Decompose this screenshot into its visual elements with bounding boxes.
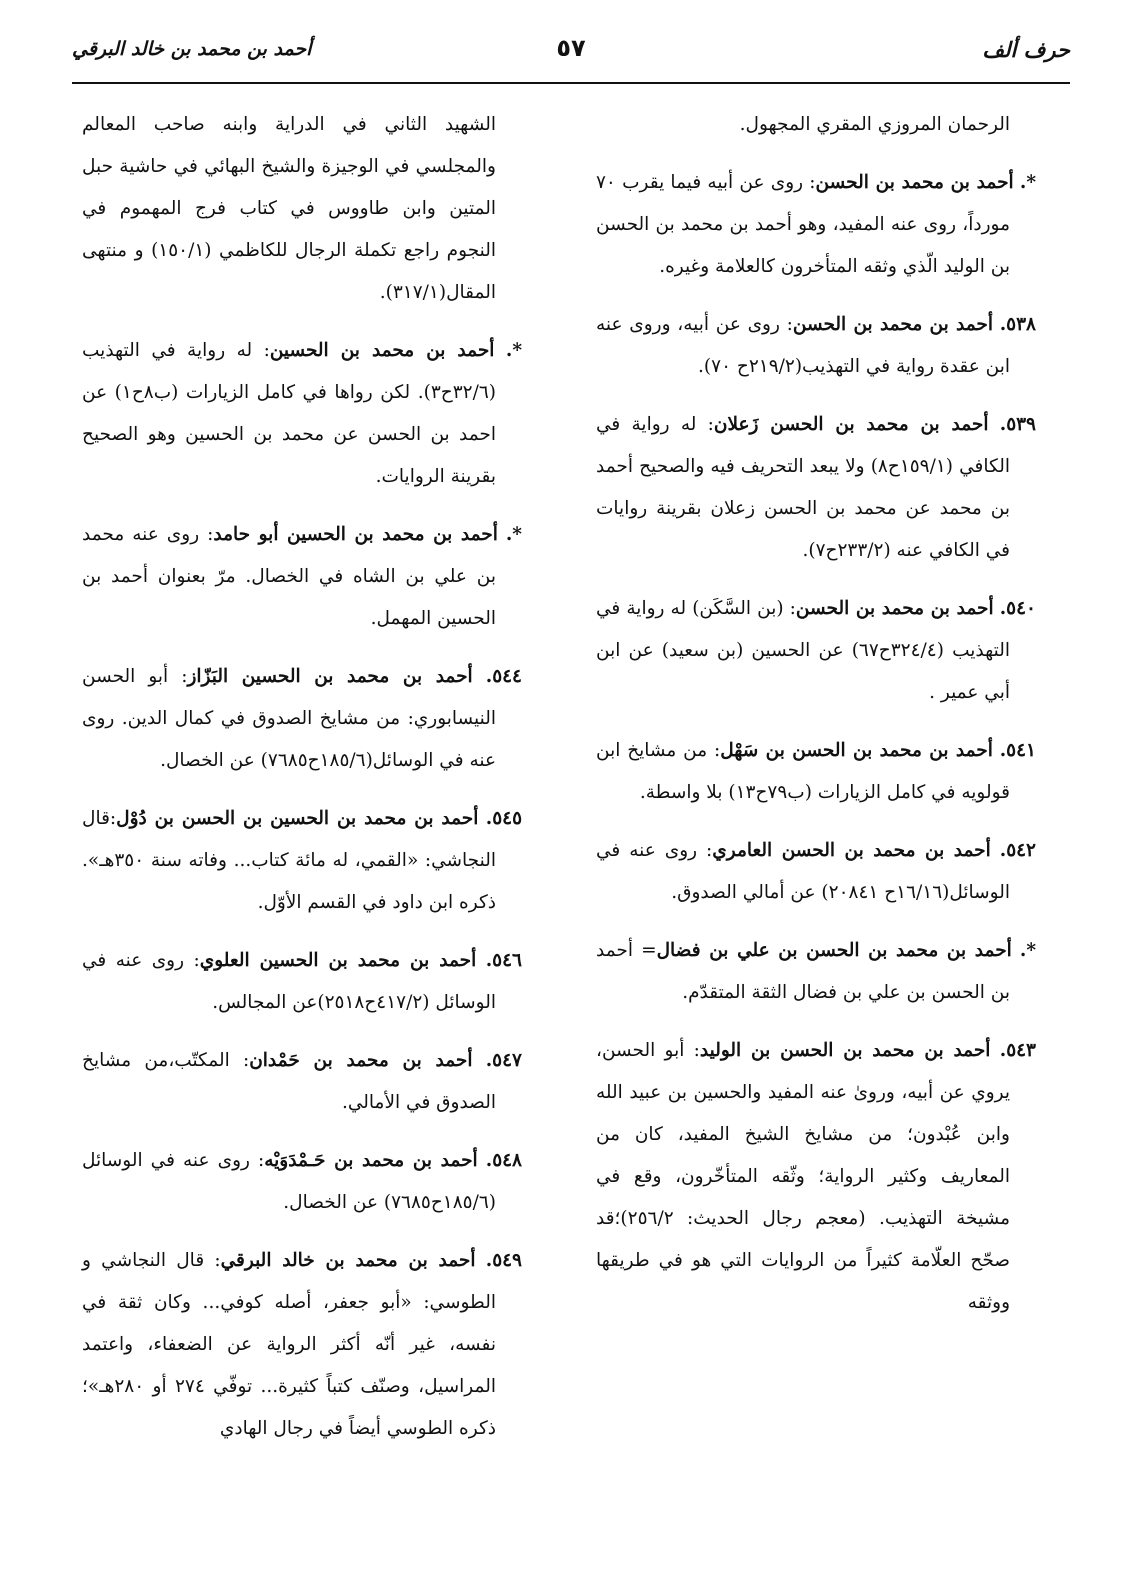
entry-text: : روى عنه في الوسائل (٤١٧/٢ح٢٥١٨)عن المجالس. [82, 950, 496, 1013]
entry-name: أحمد بن محمد بن الحسين أبو حامد [213, 524, 498, 545]
entry-name: أحمد بن محمد بن الحسن بن علي بن فضال [656, 940, 1012, 961]
entry-name: أحمد بن محمد بن الحسن [792, 314, 993, 335]
left-column [82, 102, 522, 1466]
entry [82, 1240, 522, 1450]
entry-number: ٥٤٧. [485, 1050, 522, 1071]
entry-number: ٥٤٥. [485, 808, 523, 829]
entry-number: ٥٤٩. [485, 1250, 522, 1271]
entry-text: = أحمد بن الحسن بن علي بن فضال الثقة المتقدّم. [596, 940, 1010, 1003]
entry [596, 162, 1036, 288]
entry-text: :قال النجاشي: «القمي، له مائة كتاب... وفاته سنة ٣٥٠هـ». ذكره ابن داود في القسم الأوّل. [82, 808, 496, 913]
entry-number: ٥٤٠. [999, 598, 1036, 619]
entry-text: : له رواية في الكافي (١٥٩/١ح٨) ولا يبعد التحريف فيه والصحيح أحمد بن محمد عن محمد بن الحسن زعلان بقرينة روايات في الكافي عنه (٢٣٣/٢ح٧). [596, 414, 1010, 561]
entry [596, 404, 1036, 572]
entry-name: أحمد بن محمد بن حَـمْدَوَيْه [264, 1150, 478, 1171]
entry-text: : أبو الحسن النيسابوري: من مشايخ الصدوق في كمال الدين. روى عنه في الوسائل(١٨٥/٦ح٧٦٨٥) عن الخصال. [82, 666, 496, 771]
running-head-entry: أحمد بن محمد بن خالد البرقي [72, 38, 312, 60]
entry-number: ٥٤٣. [999, 1040, 1036, 1061]
page-number: ٥٧ [556, 34, 586, 62]
entry-text: : من مشايخ ابن قولويه في كامل الزيارات (ب٧٩ح١٣) بلا واسطة. [596, 740, 1010, 803]
entry-text: : روى عنه في الوسائل(١٦/١٦ح ٢٠٨٤١) عن أمالي الصدوق. [596, 840, 1010, 903]
entry-text: : له رواية في التهذيب (٣٢/٦ح٣). لكن رواها في كامل الزيارات (ب٨ح١) عن احمد بن الحسن عن محمد بن الحسين وهو الصحيح بقرينة الروايات. [82, 340, 496, 487]
entry [82, 798, 522, 924]
entry [596, 830, 1036, 914]
entry-text: : روى عن أبيه فيما يقرب ٧٠ مورداً، روى عنه المفيد، وهو أحمد بن محمد بن الحسن بن الوليد الّذي وثقه المتأخرون كالعلامة وغيره. [596, 172, 1010, 277]
entry [82, 330, 522, 498]
entry-text: : أبو الحسن، يروي عن أبيه، وروىٰ عنه المفيد والحسين بن عبيد الله وابن عُبْدون؛ من مشايخ الشيخ المفيد، كان من المعاريف وكثير الرواية؛ وثّقه المتأخّرون، وقع في مشيخة التهذيب. (معجم رجال الحديث: ٢٥٦/٢)؛قد صحّح العلّامة كثيراً من الروايات التي هو في طريقها ووثقه [596, 1040, 1010, 1313]
entry-name: أحمد بن محمد بن الحسين [269, 340, 495, 361]
entry-text: : روى عنه محمد بن علي بن الشاه في الخصال. مرّ بعنوان أحمد بن الحسين المهمل. [82, 524, 496, 629]
entry-number: ٥٤٤. [485, 666, 522, 687]
right-column [596, 102, 1036, 1340]
entry-continuation: الرحمان المروزي المقري المجهول. [739, 114, 1010, 135]
entry-number: ٥٣٩. [999, 414, 1036, 435]
header-rule [72, 82, 1070, 84]
entry [596, 1030, 1036, 1324]
entry-name: أحمد بن محمد بن حَمْدان [249, 1050, 473, 1071]
page-header [72, 30, 1070, 76]
running-head-chapter: حرف ألف [982, 38, 1070, 62]
entry-text: : (بن السَّكَن) له رواية في التهذيب (٣٢٤/٤ح٦٧) عن الحسين (بن سعيد) عن ابن أبي عمير . [596, 598, 1010, 703]
entry-number: ٥٤٦. [485, 950, 522, 971]
entry [82, 940, 522, 1024]
entry-number: *. [1019, 940, 1036, 961]
entry-text: : قال النجاشي و الطوسي: «أبو جعفر، أصله كوفي... وكان ثقة في نفسه، غير أنّه أكثر الرواية عن الضعفاء، واعتمد المراسيل، وصنّف كتباً كثيرة... توفّي ٢٧٤ أو ٢٨٠هـ»؛ذكره الطوسي أيضاً في رجال الهادي [82, 1250, 496, 1439]
entry-name: أحمد بن محمد بن الحسن [795, 598, 994, 619]
entry [82, 1040, 522, 1124]
entry-name: أحمد بن محمد بن الحسين بن الحسن بن دُوْل [116, 808, 479, 829]
entry-name: أحمد بن محمد بن الحسين العلوي [199, 950, 477, 971]
entry-number: ٥٤٢. [999, 840, 1036, 861]
entry-number: ٥٤٨. [485, 1150, 522, 1171]
entry [596, 304, 1036, 388]
entry [596, 588, 1036, 714]
entry-name: أحمد بن محمد بن الحسن بن الوليد [699, 1040, 991, 1061]
entry-continuation: الشهيد الثاني في الدراية وابنه صاحب المعالم والمجلسي في الوجيزة والشيخ البهائي في حاشية حبل المتين وابن طاووس في كتاب فرج المهموم في النجوم راجع تكملة الرجال للكاظمي (١٥٠/١) و منتهى المقال(٣١٧/١). [82, 114, 496, 303]
entry [82, 514, 522, 640]
entry-number: *. [505, 524, 522, 545]
entry-name: أحمد بن محمد بن خالد البرقي [220, 1250, 476, 1271]
entry-number: ٥٣٨. [999, 314, 1036, 335]
entry-name: أحمد بن محمد بن الحسين البَزّاز [187, 666, 473, 687]
entry [82, 656, 522, 782]
entry-number: ٥٤١. [999, 740, 1036, 761]
entry [82, 1140, 522, 1224]
entry-text: : المكتّب،من مشايخ الصدوق في الأمالي. [82, 1050, 496, 1113]
entry-name: أحمد بن محمد بن الحسن بن سَهْل [720, 740, 993, 761]
entry-number: *. [505, 340, 522, 361]
entry [596, 730, 1036, 814]
entry-text: : روى عنه في الوسائل (١٨٥/٦ح٧٦٨٥) عن الخصال. [82, 1150, 496, 1213]
entry-name: أحمد بن محمد بن الحسن العامري [712, 840, 991, 861]
entry-text: : روى عن أبيه، وروى عنه ابن عقدة رواية في التهذيب(٢١٩/٢ح ٧٠). [596, 314, 1010, 377]
entry-name: أحمد بن محمد بن الحسن [815, 172, 1014, 193]
entry-number: *. [1019, 172, 1036, 193]
entry-name: أحمد بن محمد بن الحسن زَعلان [713, 414, 989, 435]
entry [596, 930, 1036, 1014]
